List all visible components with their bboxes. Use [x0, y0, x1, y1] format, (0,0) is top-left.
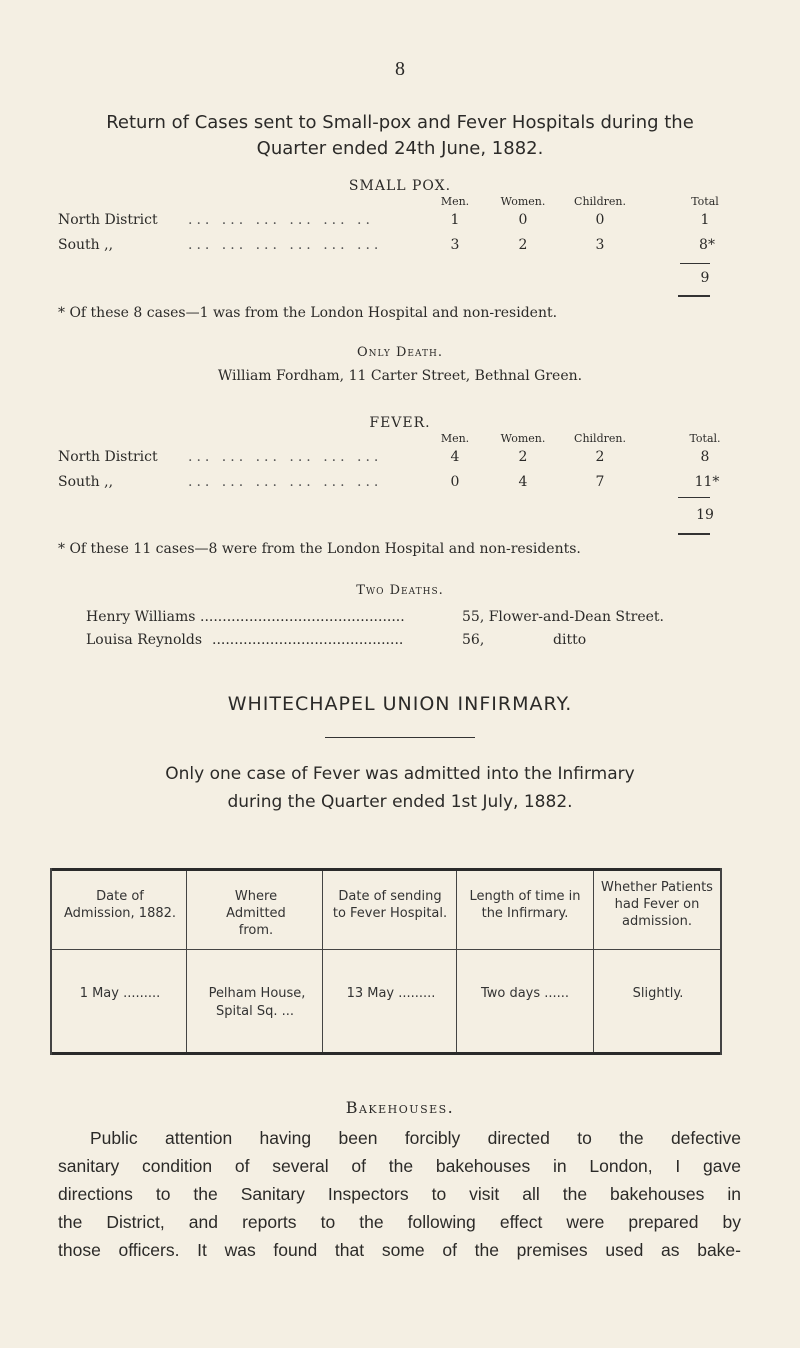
row-men: 0: [450, 474, 460, 490]
fever-title: FEVER.: [369, 415, 431, 431]
death-leader-dots: ..............................................: [200, 609, 405, 625]
page-number: 8: [395, 58, 405, 80]
death-leader-dots: ...........................................: [212, 632, 404, 648]
row-women: 2: [518, 237, 528, 253]
death-detail: 55, Flower-and-Dean Street.: [462, 609, 664, 625]
total-underline: [678, 295, 710, 297]
row-leader-dots: ... ... ... ... ... ...: [188, 237, 383, 253]
only-death-title: Only Death.: [357, 345, 443, 360]
header-date-of-sending: Date of sending to Fever Hospital.: [332, 889, 448, 921]
header-whether-fever: Whether Patients had Fever on admission.: [601, 880, 713, 929]
only-death-line: William Fordham, 11 Carter Street, Bethnal Green.: [217, 368, 583, 384]
fever-row-north: [0, 449, 800, 469]
smallpox-col-women: Women.: [500, 195, 546, 208]
column-separator: [456, 871, 457, 1052]
row-label: South ,,: [58, 237, 114, 253]
two-deaths-title: Two Deaths.: [356, 583, 444, 598]
row-total: 1: [700, 212, 710, 228]
row-women: 0: [518, 212, 528, 228]
fever-grand-total: 19: [696, 507, 714, 523]
death-ditto: ditto: [553, 632, 587, 648]
header-where-admitted: Where Admitted from.: [226, 889, 286, 938]
row-children: 7: [595, 474, 605, 490]
row-women: 2: [518, 449, 528, 465]
total-rule: [680, 263, 710, 264]
row-men: 3: [450, 237, 460, 253]
paragraph-line: sanitary condition of several of the bakehouses in London, I gave: [58, 1156, 741, 1176]
fever-footnote: * Of these 11 cases—8 were from the London Hospital and non-residents.: [58, 541, 581, 557]
table-top-border: [50, 868, 722, 871]
row-leader-dots: ... ... ... ... ... ...: [188, 474, 383, 490]
report-heading-line2: Quarter ended 24th June, 1882.: [256, 138, 544, 159]
fever-col-men: Men.: [440, 432, 470, 445]
row-leader-dots: ... ... ... ... ... ...: [188, 449, 383, 465]
smallpox-row-south: [0, 237, 800, 257]
paragraph-line: Public attention having been forcibly directed to the defective: [90, 1128, 741, 1148]
column-separator: [322, 871, 323, 1052]
row-children: 0: [595, 212, 605, 228]
row-men: 4: [450, 449, 460, 465]
fever-col-children: Children.: [574, 432, 626, 445]
row-women: 4: [518, 474, 528, 490]
row-children: 2: [595, 449, 605, 465]
fever-row-south: [0, 474, 800, 494]
paragraph-line: those officers. It was found that some of the premises used as bake-: [58, 1240, 741, 1260]
death-name: Henry Williams: [86, 609, 196, 625]
bakehouses-title: Bakehouses.: [345, 1098, 455, 1117]
row-label: North District: [58, 449, 158, 465]
infirmary-intro-line2: during the Quarter ended 1st July, 1882.: [227, 792, 573, 812]
smallpox-col-children: Children.: [574, 195, 626, 208]
row-label: South ,,: [58, 474, 114, 490]
row-children: 3: [595, 237, 605, 253]
fever-col-women: Women.: [500, 432, 546, 445]
header-length-of-time: Length of time in the Infirmary.: [469, 889, 581, 921]
total-rule: [678, 497, 710, 498]
smallpox-col-men: Men.: [440, 195, 470, 208]
death-row: [0, 632, 800, 652]
cell-sent-date: 13 May .........: [346, 986, 436, 1001]
smallpox-row-north: [0, 212, 800, 232]
section-divider: [325, 737, 475, 738]
fever-col-total: Total.: [689, 432, 721, 445]
total-underline: [678, 533, 710, 535]
row-label: North District: [58, 212, 158, 228]
infirmary-table: [50, 868, 722, 1055]
cell-admitted-from-line1: Pelham House,: [208, 986, 306, 1001]
paragraph-line: the District, and reports to the following effect were prepared by: [58, 1212, 741, 1232]
smallpox-grand-total: 9: [700, 270, 710, 286]
report-heading-line1: Return of Cases sent to Small-pox and Fever Hospitals during the: [106, 112, 694, 133]
death-detail: 56,: [462, 632, 485, 648]
column-separator: [593, 871, 594, 1052]
row-total: 8*: [699, 237, 715, 253]
smallpox-col-total: Total: [691, 195, 719, 208]
paragraph-line: directions to the Sanitary Inspectors to visit all the bakehouses in: [58, 1184, 741, 1204]
cell-admission-date: 1 May .........: [79, 986, 161, 1001]
header-date-of-admission: Date of Admission, 1882.: [63, 889, 177, 921]
table-bottom-border: [50, 1052, 722, 1055]
column-separator: [186, 871, 187, 1052]
row-total: 11*: [694, 474, 720, 490]
death-name: Louisa Reynolds: [86, 632, 203, 648]
header-rule: [52, 949, 720, 950]
death-row: [0, 609, 800, 629]
bakehouses-paragraph: [58, 1124, 741, 1264]
smallpox-title: SMALL POX.: [348, 178, 452, 194]
infirmary-title: WHITECHAPEL UNION INFIRMARY.: [227, 693, 573, 715]
row-leader-dots: ... ... ... ... ... ..: [188, 212, 374, 228]
infirmary-intro-line1: Only one case of Fever was admitted into the Infirmary: [165, 764, 635, 784]
smallpox-footnote: * Of these 8 cases—1 was from the London Hospital and non-resident.: [58, 305, 558, 321]
table-right-border: [720, 868, 722, 1055]
cell-admitted-from-line2: Spital Sq. ...: [215, 1004, 295, 1019]
row-total: 8: [700, 449, 710, 465]
table-left-border: [50, 868, 52, 1055]
row-men: 1: [450, 212, 460, 228]
cell-had-fever: Slightly.: [632, 986, 684, 1001]
cell-length: Two days ......: [480, 986, 570, 1001]
